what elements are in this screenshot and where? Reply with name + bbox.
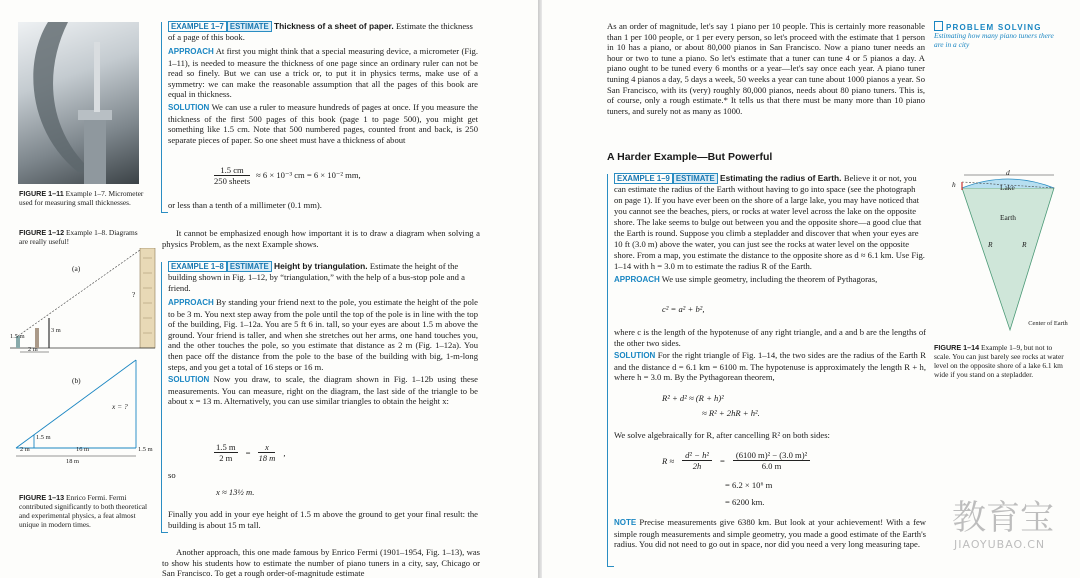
section-heading: A Harder Example—But Powerful: [607, 151, 773, 163]
ex19-heading: [614, 173, 926, 272]
ex18-intro: Estimate the height of the building shown in Fig. 1–12, by “triangulation,” with the help of a bus-stop pole and a friend.: [168, 261, 465, 293]
ex17-tag: EXAMPLE 1–7: [168, 21, 227, 32]
ex19-f2-den: 6.0 m: [761, 461, 782, 471]
ex18-x-result: x ≈ 13½ m.: [216, 487, 255, 497]
fig12-m16-label: 16 m: [76, 446, 89, 453]
ex17-title: Thickness of a sheet of paper.: [274, 21, 394, 31]
ex19-eq2: ≈ R² + 2hR + h².: [702, 408, 760, 418]
fig14-h-label: h: [952, 180, 956, 189]
ex19-intro: Believe it or not, you can estimate the radius of the Earth without having to go into space (see the photograph on page 1). If you have ever been on the shore of a large lake, you may have noticed that you cannot see the beaches, piers, or rocks at water level across the lake on the opposite shore. The lake seems to bulge out between you and the opposite shore—a good clue that the Earth is round. Suppose you climb a stepladder and discover that when your eyes are 10 ft (3.0 m) above the water, you can just see the rocks at water level on the opposite shore. From a map, you estimate the distance to the opposite shore as d ≈ 6.1 km. Use Fig. 1–14 with h = 3.0 m to estimate the radius R of the Earth.: [614, 173, 925, 271]
problem-solving-icon: [934, 21, 943, 31]
ex17-approach: [168, 46, 478, 100]
fig12-m15-label: 1.5 m: [10, 333, 25, 340]
ex17-approach-label: APPROACH: [168, 47, 214, 56]
ex18-frac1-den: 2 m: [219, 453, 233, 463]
ex18-solution: [168, 374, 478, 407]
ex18-tag: EXAMPLE 1–8: [168, 261, 227, 272]
ex19-solve: We solve algebraically for R, after cancelling R² on both sides:: [614, 430, 830, 440]
ex18-body: [168, 261, 478, 407]
ex18-title: Height by triangulation.: [274, 261, 368, 271]
fig12b-label: (b): [72, 376, 81, 385]
fig14-caption: FIGURE 1–14 Example 1–9, but not to scale. You can just barely see rocks at water level on the opposite shore of a lake 6.1 km wide if you stand on a stepladder.: [934, 343, 1064, 379]
ex18-final: Finally you add in your eye height of 1.5 m above the ground to get your final result: the building is about 15 m tall.: [168, 509, 478, 530]
ex19-tag: EXAMPLE 1–9: [614, 173, 673, 184]
ex19-f1-num: d² − h²: [682, 450, 712, 461]
ex18-approach-label: APPROACH: [168, 298, 214, 307]
fig14-center-label: Center of Earth: [1028, 320, 1068, 327]
ex19-approach-label: APPROACH: [614, 275, 660, 284]
right-page: [542, 0, 1080, 578]
ex17-bracket: [161, 22, 168, 213]
ex19-f1-den: 2h: [692, 461, 702, 471]
ex18-frac2-num: x: [258, 442, 275, 453]
fig11-caption: FIGURE 1–11 Example 1–7. Micrometer used for measuring small thicknesses.: [19, 189, 144, 207]
fig12a-label: (a): [72, 264, 81, 273]
ex18-equation: $\frac{1.5 m}{2 m}$ = $\frac{x}{18 m}$ ,: [216, 442, 286, 463]
ex17-solution-label: SOLUTION: [168, 102, 210, 112]
ex19-f2-num: (6100 m)² − (3.0 m)²: [733, 450, 810, 461]
fig14-earth-label: Earth: [1000, 213, 1017, 222]
fig12-m2b-label: 2 m: [20, 446, 30, 453]
ex19-body: [614, 173, 926, 286]
fig12-m18-label: 18 m: [66, 458, 79, 465]
ex19-r2: = 6.2 × 10⁶ m: [725, 480, 773, 490]
fig14-r2-label: R: [1022, 240, 1027, 249]
ex19-solution-label: SOLUTION: [614, 351, 656, 360]
ex18-solution-label: SOLUTION: [168, 375, 210, 385]
ex18-estimate-tag: ESTIMATE: [227, 261, 272, 272]
problem-solving-box: [934, 21, 1064, 49]
ex17-approach-text: At first you might think that a special measuring device, a micrometer (Fig. 1–11), is needed to measure the thickness of one page since an ordinary ruler can not be read so finely. But we can use a trick or, to put it in physics terms, make use of a symmetry: we can make the reasonable assumption that all the pages of this book are equal in thickness.: [168, 46, 478, 100]
pianos-paragraph: As an order of magnitude, let's say 1 piano per 10 people. This is certainly more reasonable than 1 per 100 people, or 1 per every person, so let's proceed with the estimate that 1 person in 10 has a piano, or about 80,000 pianos in San Francisco. Now a piano tuner needs an hour or two to tune a piano. So let's estimate that a tuner can tune 4 or 5 pianos a day. A piano ought to be tuned every 6 months or a year—let's say once each year. A piano tuner tuning 4 pianos a day, 5 days a week, 50 weeks a year can tune about 1000 pianos a year. So San Francisco, with its (very) roughly 80,000 pianos, needs about 80 piano tuners. This is, of course, only a rough estimate.* It tells us that there must be many more than 10 piano tuners, and surely not as many as 1000.: [607, 21, 925, 116]
ex19-solution: [614, 350, 926, 383]
watermark-url: JIAOYUBAO.CN: [954, 538, 1046, 551]
ex18-heading: [168, 261, 478, 294]
ex19-note: [614, 517, 926, 550]
left-page: [0, 0, 538, 578]
ex18-bracket: [161, 262, 168, 533]
ex17-solution-text: We can use a ruler to measure hundreds of pages at once. If you measure the thickness of the first 500 pages of this book (page 1 to page 500), you might get something like 1.5 cm. Note that 500 numbered pages, counted front and back, is 250 separate pieces of paper. So one sheet must have a thickness of about: [168, 101, 478, 145]
ex17-frac-num: 1.5 cm: [214, 165, 250, 176]
ex17-body: [168, 21, 478, 145]
ex19-estimate-tag: ESTIMATE: [673, 173, 718, 184]
fig14-r1-label: R: [988, 240, 993, 249]
ex19-title: Estimating the radius of Earth.: [720, 173, 842, 183]
watermark-logo: 教育宝: [952, 498, 1054, 538]
ex19-bracket: [607, 174, 614, 567]
ex18-frac2-den: 18 m: [258, 453, 276, 463]
fig12-q-label: ?: [132, 290, 136, 299]
ex18-solution-text: Now you draw, to scale, the diagram shown in Fig. 1–12b using these measurements. You can measure, right on the diagram, the last side of the triangle to be about x = 13 m. Alternatively, you can use similar triangles to obtain the height x:: [168, 374, 478, 407]
ex17-frac-den: 250 sheets: [214, 176, 251, 186]
ex17-estimate-tag: ESTIMATE: [227, 21, 272, 32]
ex19-radius-eq: R ≈ $\frac{\text{d² − h²}}{2h}$ = $\frac{\text{(6100 m)² − (3.0 m)²}}{6.0 m}$: [662, 450, 810, 471]
ex19-solution-text: For the right triangle of Fig. 1–14, the two sides are the radius of the Earth R and the distance d = 6.1 km = 6100 m. The hypotenuse is approximately the length R + h, where h = 3.0 m. By the Pythagorean theorem,: [614, 350, 926, 383]
ex17-after: or less than a tenth of a millimeter (0.1 mm).: [168, 200, 322, 210]
fig12-m2-label: 2 m: [28, 346, 38, 353]
ex17-solution: [168, 102, 478, 145]
problem-solving-title: PROBLEM SOLVING: [934, 21, 1064, 32]
bridge-paragraph: It cannot be emphasized enough how important it is to draw a diagram when solving a physics Problem, as the next Example shows.: [162, 228, 480, 249]
fig12-caption: FIGURE 1–12 Example 1–8. Diagrams are really useful!: [19, 228, 138, 246]
ex19-approach: [614, 274, 926, 286]
fig12-m15b-label: 1.5 m: [36, 434, 51, 441]
fig13-caption: FIGURE 1–13 Enrico Fermi. Fermi contributed significantly to both theoretical and experimental physics, a feat almost unique in modern times.: [19, 493, 148, 529]
ex18-frac1-num: 1.5 m: [216, 442, 236, 452]
ex18-approach-text: By standing your friend next to the pole, you estimate the height of the pole to be 3 m. You next step away from the pole until the top of the pole is in line with the top of the building, Fig. 1–12a. You are 5 ft 6 in. tall, so your eyes are about 1.5 m above the ground. Your friend is taller, and when she stretches out her arms, one hand touches you, and the other touches the pole, so you estimate that distance as 2 m (Fig. 1–12a). You then pace off the distance from the pole to the base of the building with big, 1-m-long steps, and you get a total of 16 steps or 16 m.: [168, 297, 478, 372]
problem-solving-subtitle: Estimating how many piano tuners there are in a city: [934, 31, 1054, 49]
fig14-lake-label: Lake: [1000, 183, 1015, 192]
fig12-m15c-label: 1.5 m: [138, 446, 153, 453]
ex19-pythagoras: c² = a² + b²,: [662, 304, 705, 314]
fig12-m3-label: 3 m: [51, 327, 61, 334]
ex19-approach-text: We use simple geometry, including the theorem of Pythagoras,: [661, 274, 878, 284]
ex19-note-label: NOTE: [614, 518, 637, 527]
ex17-eq-rest: ≈ 6 × 10⁻³ cm = 6 × 10⁻² mm,: [256, 170, 361, 181]
ex19-where: where c is the length of the hypotenuse of any right triangle, and a and b are the lengths of the other two sides.: [614, 327, 926, 348]
ex18-so: so: [168, 470, 176, 480]
ex19-r-lhs: R ≈: [662, 455, 675, 466]
fig12-xq-label: x = ?: [112, 402, 128, 411]
ex19-eq1: R² + d² ≈ (R + h)²: [662, 393, 724, 403]
ex18-approach: [168, 297, 478, 372]
fermi-paragraph: Another approach, this one made famous by Enrico Fermi (1901–1954, Fig. 1–13), was to show his students how to estimate the number of piano tuners in a city, say, Chicago or San Francisco. To get a rough order-of-magnitude estimate: [162, 547, 480, 578]
ex17-intro: Estimate the thickness of a page of this book.: [168, 21, 473, 42]
micrometer-photo: [18, 22, 139, 184]
ex19-r3: = 6200 km.: [725, 497, 765, 507]
fig14-d-label: d: [1006, 168, 1010, 177]
fig12-diagram: [8, 248, 158, 468]
ex17-equation: [214, 165, 361, 186]
ex17-heading: [168, 21, 478, 43]
ex19-note-text: Precise measurements give 6380 km. But look at your achievement! With a few simple rough measurements and simple geometry, you made a good estimate of the Earth's radius. You did not need to go out in space, nor did you need a very long measuring tape.: [614, 517, 926, 550]
fig14-diagram: [944, 168, 1072, 340]
